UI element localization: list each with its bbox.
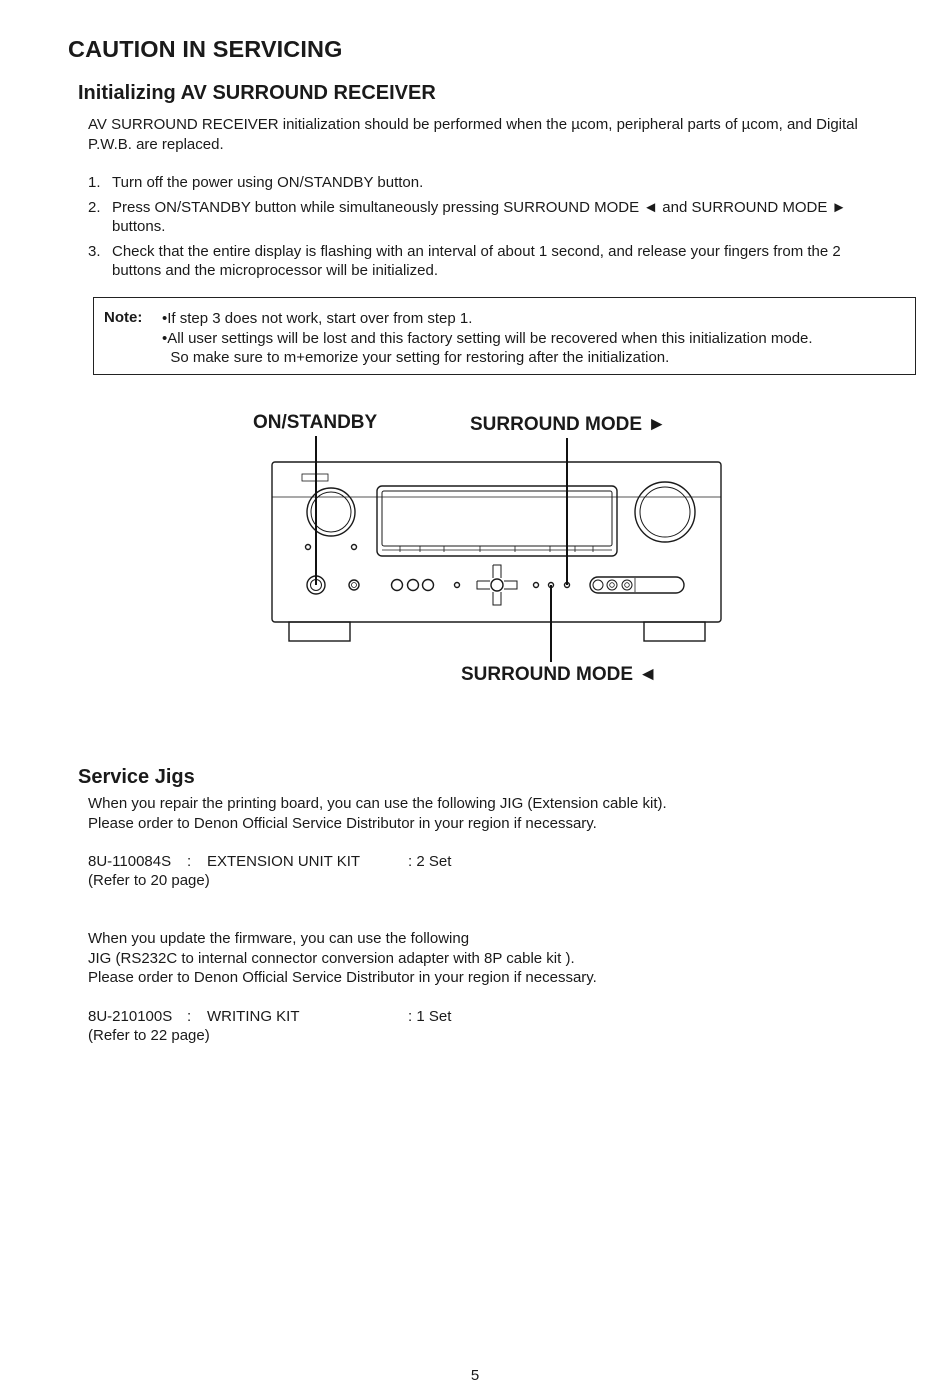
intro-line: AV SURROUND RECEIVER initialization should be performed when the µcom, peripheral parts of µcom, and Digital — [88, 116, 858, 133]
step-text: Check that the entire display is flashing with an interval of about 1 second, and release your fingers from the 2 — [112, 242, 841, 260]
input-jack-panel — [590, 577, 684, 593]
step-text-continued: buttons and the microprocessor will be initialized. — [112, 262, 438, 279]
step-list — [88, 173, 846, 281]
step-item — [88, 173, 846, 193]
volume-knob-inner — [640, 487, 690, 537]
step-text-continued: buttons. — [112, 218, 166, 235]
step-number: 1. — [88, 174, 101, 191]
section-heading-service-jigs: Service Jigs — [78, 766, 195, 788]
volume-knob — [635, 482, 695, 542]
kit-code: 8U-110084S — [88, 853, 172, 870]
small-indicator — [455, 583, 460, 588]
small-button — [534, 583, 539, 588]
paragraph-line: Please order to Denon Official Service Distributor in your region if necessary. — [88, 969, 597, 986]
page-number: 5 — [470, 1367, 480, 1384]
kit-1-row — [88, 852, 588, 872]
callout-surround-mode-left: SURROUND MODE ◄ — [461, 664, 658, 685]
cursor-enter-button — [491, 579, 503, 591]
left-knob — [307, 488, 355, 536]
kit-2-reference: (Refer to 22 page) — [88, 1027, 210, 1044]
right-foot — [644, 622, 705, 641]
note-box — [93, 297, 916, 375]
kit-name: WRITING KIT — [207, 1008, 300, 1025]
receiver-front-panel-illustration — [260, 430, 740, 670]
paragraph-line: JIG (RS232C to internal connector conversion adapter with 8P cable kit ). — [88, 949, 575, 967]
step-number: 3. — [88, 242, 101, 260]
step-item — [88, 242, 846, 281]
left-foot — [289, 622, 350, 641]
kit-1-reference: (Refer to 20 page) — [88, 872, 210, 889]
note-label: Note: — [104, 309, 143, 326]
step-text: Turn off the power using ON/STANDBY button. — [112, 174, 424, 191]
note-line: So make sure to m+emorize your setting for restoring after the initialization. — [162, 349, 670, 366]
jigs-paragraph-1 — [88, 794, 667, 833]
callout-surround-mode-right: SURROUND MODE ► — [470, 414, 667, 435]
source-button — [392, 580, 403, 591]
jigs-paragraph-2 — [88, 929, 597, 988]
kit-separator: : — [187, 1008, 192, 1025]
cursor-pad-vertical — [493, 565, 501, 605]
paragraph-line: When you update the firmware, you can use the following — [88, 930, 470, 947]
step-number: 2. — [88, 198, 101, 216]
intro-paragraph — [88, 115, 858, 154]
kit-code: 8U-210100S — [88, 1008, 173, 1025]
paragraph-line: When you repair the printing board, you can use the following JIG (Extension cable kit). — [88, 795, 667, 812]
kit-quantity: : 1 Set — [408, 1008, 452, 1025]
step-text: Press ON/STANDBY button while simultaneously pressing SURROUND MODE ◄ and SURROUND MODE ► — [112, 198, 847, 216]
step-item — [88, 198, 846, 237]
note-line: •If step 3 does not work, start over from step 1. — [162, 310, 473, 327]
left-indicator — [306, 545, 311, 550]
intro-line: P.W.B. are replaced. — [88, 135, 224, 153]
note-text — [162, 309, 813, 368]
cursor-pad-horizontal — [477, 581, 517, 589]
note-line: •All user settings will be lost and this factory setting will be recovered when this initialization mode. — [162, 329, 813, 347]
callout-on-standby: ON/STANDBY — [253, 412, 378, 433]
kit-quantity: : 2 Set — [408, 853, 452, 870]
paragraph-line: Please order to Denon Official Service Distributor in your region if necessary. — [88, 814, 597, 832]
source-button — [408, 580, 419, 591]
phones-jack — [349, 580, 359, 590]
kit-name: EXTENSION UNIT KIT — [207, 853, 361, 870]
left-indicator-2 — [352, 545, 357, 550]
section-heading-initializing: Initializing AV SURROUND RECEIVER — [78, 82, 436, 104]
display-screen — [382, 491, 612, 546]
kit-separator: : — [187, 853, 192, 870]
source-button — [423, 580, 434, 591]
kit-2-row — [88, 1007, 588, 1027]
page-title: CAUTION IN SERVICING — [68, 36, 343, 62]
